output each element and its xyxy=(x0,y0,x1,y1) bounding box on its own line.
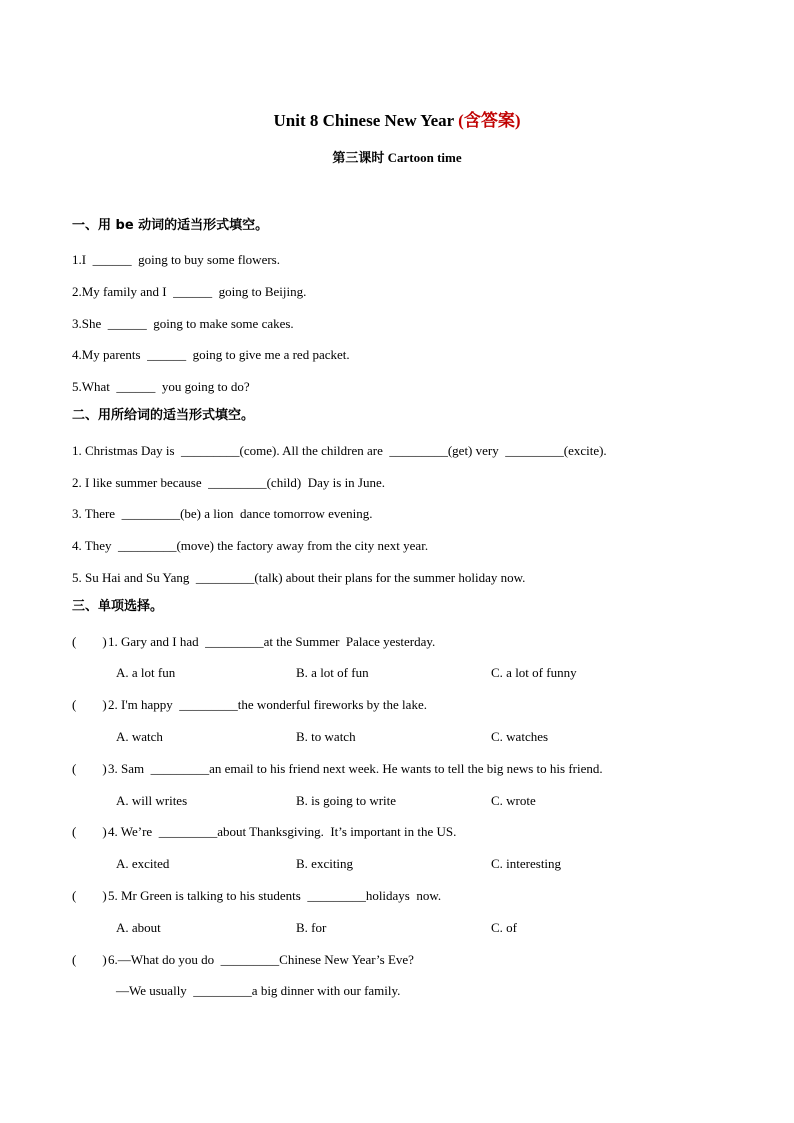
section2-item: 5. Su Hai and Su Yang _________(talk) about their plans for the summer holiday now. xyxy=(72,570,526,585)
page-title xyxy=(0,106,794,131)
question-stem: 4. We’re _________about Thanksgiving. It’s important in the US. xyxy=(108,824,457,839)
question-stem: 3. Sam _________an email to his friend next week. He wants to tell the big news to his friend. xyxy=(108,761,603,776)
answer-bracket: ( ) xyxy=(72,761,107,776)
question-stem: 6.—What do you do _________Chinese New Year’s Eve? xyxy=(108,952,414,967)
question-stem: 2. I'm happy _________the wonderful fireworks by the lake. xyxy=(108,697,427,712)
option-b: B. for xyxy=(296,920,327,935)
section2-item: 4. They _________(move) the factory away from the city next year. xyxy=(72,538,429,553)
answer-bracket: ( ) xyxy=(72,697,107,712)
option-a: A. a lot fun xyxy=(116,665,176,680)
page-subtitle: 第三课时 Cartoon time xyxy=(332,150,462,165)
option-c: C. a lot of funny xyxy=(491,665,577,680)
answer-bracket: ( ) xyxy=(72,634,107,649)
option-c: C. of xyxy=(491,920,517,935)
question-stem: 5. Mr Green is talking to his students _________holidays now. xyxy=(108,888,442,903)
answer-bracket: ( ) xyxy=(72,888,107,903)
section2-heading: 二、用所给词的适当形式填空。 xyxy=(72,408,255,423)
question-reply: —We usually _________a big dinner with our family. xyxy=(116,983,401,998)
section2-item: 3. There _________(be) a lion dance tomorrow evening. xyxy=(72,506,373,521)
section1-heading: 一、用 be 动词的适当形式填空。 xyxy=(72,218,269,233)
section1-item: 4.My parents ______ going to give me a red packet. xyxy=(72,347,350,362)
title-main: Unit 8 Chinese New Year xyxy=(273,111,459,130)
section1-item: 5.What ______ you going to do? xyxy=(72,379,250,394)
section1-item: 3.She ______ going to make some cakes. xyxy=(72,316,294,331)
section3-heading: 三、单项选择。 xyxy=(72,599,164,614)
title-answer-note: (含答案) xyxy=(458,111,521,130)
option-a: A. watch xyxy=(116,729,163,744)
option-b: B. to watch xyxy=(296,729,356,744)
option-c: C. interesting xyxy=(491,856,562,871)
option-c: C. wrote xyxy=(491,793,536,808)
section2-item: 2. I like summer because _________(child) Day is in June. xyxy=(72,475,386,490)
option-a: A. about xyxy=(116,920,161,935)
option-b: B. is going to write xyxy=(296,793,397,808)
option-b: B. a lot of fun xyxy=(296,665,369,680)
option-a: A. excited xyxy=(116,856,170,871)
answer-bracket: ( ) xyxy=(72,952,107,967)
answer-bracket: ( ) xyxy=(72,824,107,839)
question-stem: 1. Gary and I had _________at the Summer Palace yesterday. xyxy=(108,634,436,649)
section2-item: 1. Christmas Day is _________(come). All the children are _________(get) very _________(excite). xyxy=(72,443,607,458)
option-a: A. will writes xyxy=(116,793,188,808)
section1-item: 2.My family and I ______ going to Beijing. xyxy=(72,284,307,299)
option-b: B. exciting xyxy=(296,856,354,871)
section1-item: 1.I ______ going to buy some flowers. xyxy=(72,252,280,267)
option-c: C. watches xyxy=(491,729,549,744)
